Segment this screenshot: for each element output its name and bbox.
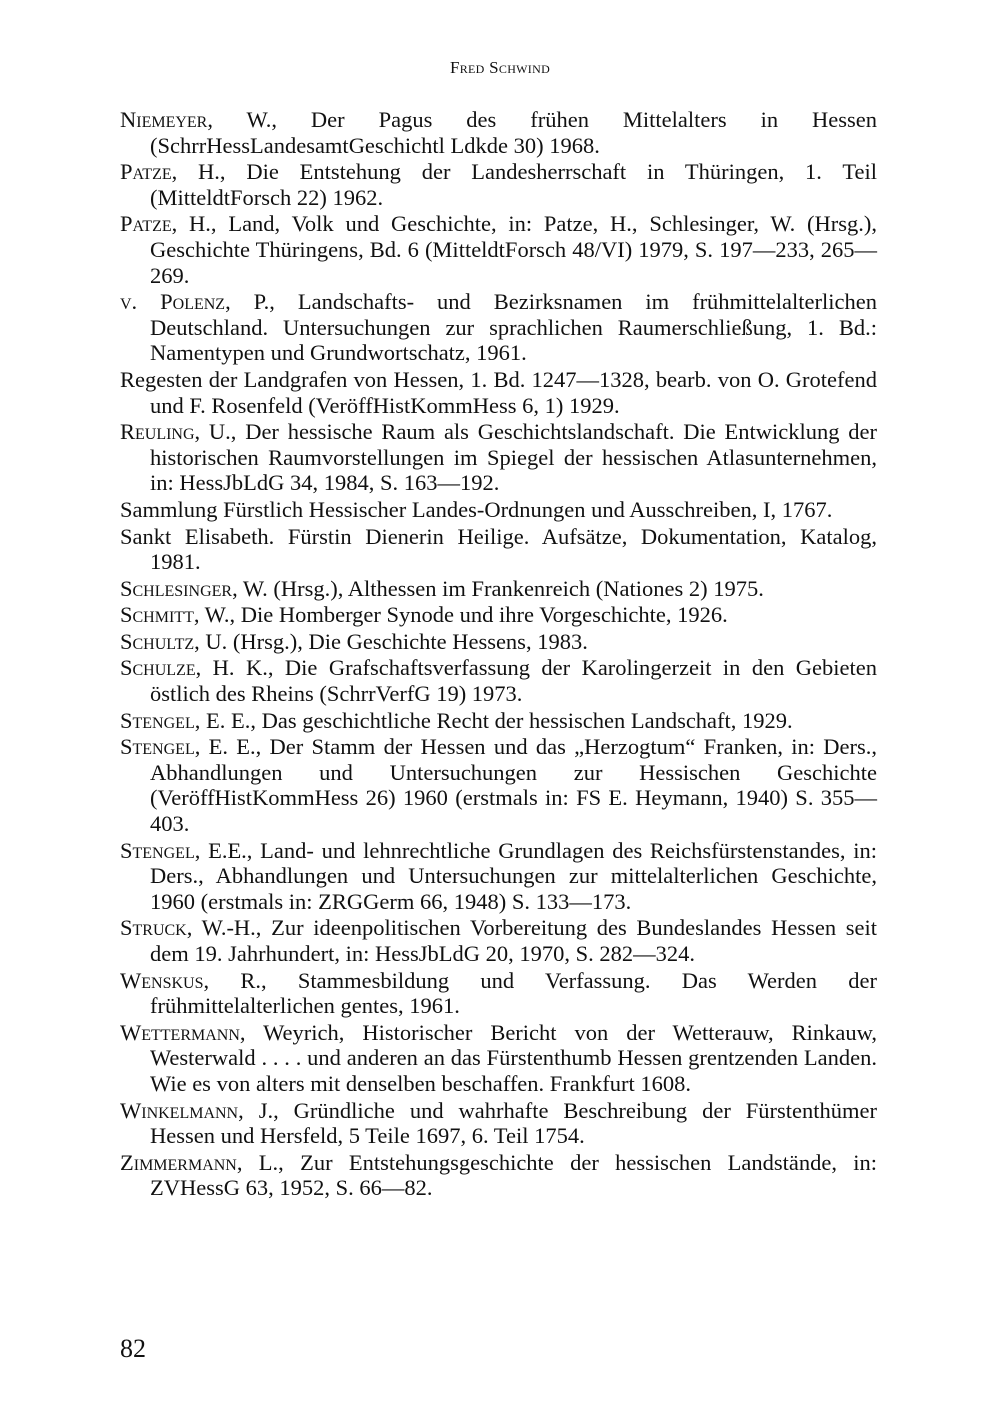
entry-author: Stengel [120, 837, 195, 863]
entry-author: Schultz [120, 628, 195, 654]
entry-text: , E. E., Der Stamm der Hessen und das „Herzogtum“ Franken, in: Ders., Abhandlungen und Untersuchungen zur Hessischen Geschichte (VeröffHistKommHess 26) 1960 (erstmals in: FS E. Heymann, 1940) S. 355—403. [150, 734, 877, 837]
bibliography-entry [120, 708, 877, 734]
bibliography-entry [120, 1098, 877, 1149]
bibliography-entry [120, 367, 877, 418]
bibliography-entry [120, 107, 877, 158]
entry-text: , H. K., Die Grafschaftsverfassung der Karolingerzeit in den Gebieten östlich des Rheins (SchrrVerfG 19) 1973. [150, 655, 877, 707]
entry-author: Schmitt [120, 602, 194, 628]
running-head: Fred Schwind [449, 58, 551, 77]
entry-text: , W., Die Homberger Synode und ihre Vorgeschichte, 1926. [193, 602, 728, 628]
entry-author: Stengel [120, 707, 195, 733]
bibliography-entry [120, 497, 877, 523]
entry-author: Winkelmann [120, 1097, 239, 1123]
entry-author: Struck [120, 915, 187, 941]
bibliography-entry [120, 602, 877, 628]
bibliography-entry [120, 968, 877, 1019]
entry-text: , U., Der hessische Raum als Geschichtslandschaft. Die Entwicklung der historischen Raumvorstellungen im Spiegel der hessischen Atlasunternehmen, in: HessJbLdG 34, 1984, S. 163—192. [150, 419, 877, 496]
entry-text: , W., Der Pagus des frühen Mittelalters in Hessen (SchrrHessLandesamtGeschichtl Ldkde 30) 1968. [150, 107, 877, 158]
entry-text: , W.-H., Zur ideenpolitischen Vorbereitung des Bundeslandes Hessen seit dem 19. Jahrhundert, in: HessJbLdG 20, 1970, S. 282—324. [150, 915, 877, 966]
bibliography-entry [120, 734, 877, 836]
bibliography-entry [120, 524, 877, 575]
entry-text: , P., Landschafts- und Bezirksnamen im frühmittelalterlichen Deutschland. Untersuchungen zur sprachlichen Raumerschließung, 1. Bd.: Namentypen und Grundwortschatz, 1961. [150, 289, 877, 366]
entry-text: , W. (Hrsg.), Althessen im Frankenreich (Nationes 2) 1975. [232, 575, 764, 601]
entry-author: Wenskus [120, 967, 204, 993]
bibliography-entry [120, 289, 877, 366]
entry-author: Schulze [120, 655, 196, 681]
entry-text: , L., Zur Entstehungsgeschichte der hessischen Landstände, in: ZVHessG 63, 1952, S. 66—82. [150, 1149, 877, 1201]
entry-author: Patze [120, 211, 172, 237]
bibliography-entry [120, 1020, 877, 1097]
entry-author: Zimmermann [120, 1149, 237, 1175]
bibliography-entry [120, 915, 877, 966]
entry-author: Niemeyer [120, 107, 208, 132]
entry-text: Sankt Elisabeth. Fürstin Dienerin Heilige. Aufsätze, Dokumentation, Katalog, 1981. [120, 523, 877, 575]
entry-text: Sammlung Fürstlich Hessischer Landes-Ordnungen und Ausschreiben, I, 1767. [120, 496, 833, 522]
bibliography-entry [120, 159, 877, 210]
entry-text: , R., Stammesbildung und Verfassung. Das Werden der frühmittelalterlichen gentes, 1961. [150, 967, 877, 1019]
bibliography-entry [120, 1150, 877, 1201]
bibliography-entry [120, 838, 877, 915]
entry-text: , H., Die Entstehung der Landesherrschaft in Thüringen, 1. Teil (MitteldtForsch 22) 1962. [150, 159, 877, 210]
entry-text: , H., Land, Volk und Geschichte, in: Patze, H., Schlesinger, W. (Hrsg.), Geschichte Thüringens, Bd. 6 (MitteldtForsch 48/VI) 1979, S. 197—233, 265—269. [150, 211, 877, 288]
bibliography-entry [120, 419, 877, 496]
entry-text: Regesten der Landgrafen von Hessen, 1. Bd. 1247—1328, bearb. von O. Grotefend und F. Rosenfeld (VeröffHistKommHess 6, 1) 1929. [120, 366, 877, 418]
bibliography-entry [120, 576, 877, 602]
entry-text: , Weyrich, Historischer Bericht von der Wetterauw, Rinkauw, Westerwald . . . . und anderen an das Fürstenthumb Hessen grentzenden Landen. Wie es von alters mit denselben beschaffen. Frankfurt 1608. [150, 1019, 877, 1096]
entry-author: v. Polenz [120, 289, 226, 315]
entry-author: Patze [120, 159, 172, 185]
entry-author: Wettermann [120, 1019, 240, 1045]
entry-text: , E. E., Das geschichtliche Recht der hessischen Landschaft, 1929. [194, 707, 793, 733]
entry-text: , J., Gründliche und wahrhafte Beschreibung der Fürstenthümer Hessen und Hersfeld, 5 Teile 1697, 6. Teil 1754. [150, 1097, 877, 1149]
entry-author: Stengel [120, 734, 195, 760]
bibliography-list [120, 107, 877, 1202]
bibliography-entry [120, 655, 877, 706]
bibliography-entry [120, 211, 877, 288]
entry-text: , U. (Hrsg.), Die Geschichte Hessens, 1983. [194, 628, 588, 654]
entry-author: Reuling [120, 419, 195, 445]
bibliography-entry [120, 629, 877, 655]
entry-author: Schlesinger [120, 575, 233, 601]
page-number: 82 [120, 1334, 146, 1363]
entry-text: , E.E., Land- und lehnrechtliche Grundlagen des Reichsfürstenstandes, in: Ders., Abhandlungen und Untersuchungen zur mittelalterlichen Geschichte, 1960 (erstmals in: ZRGGerm 66, 1948) S. 133—173. [150, 837, 877, 914]
